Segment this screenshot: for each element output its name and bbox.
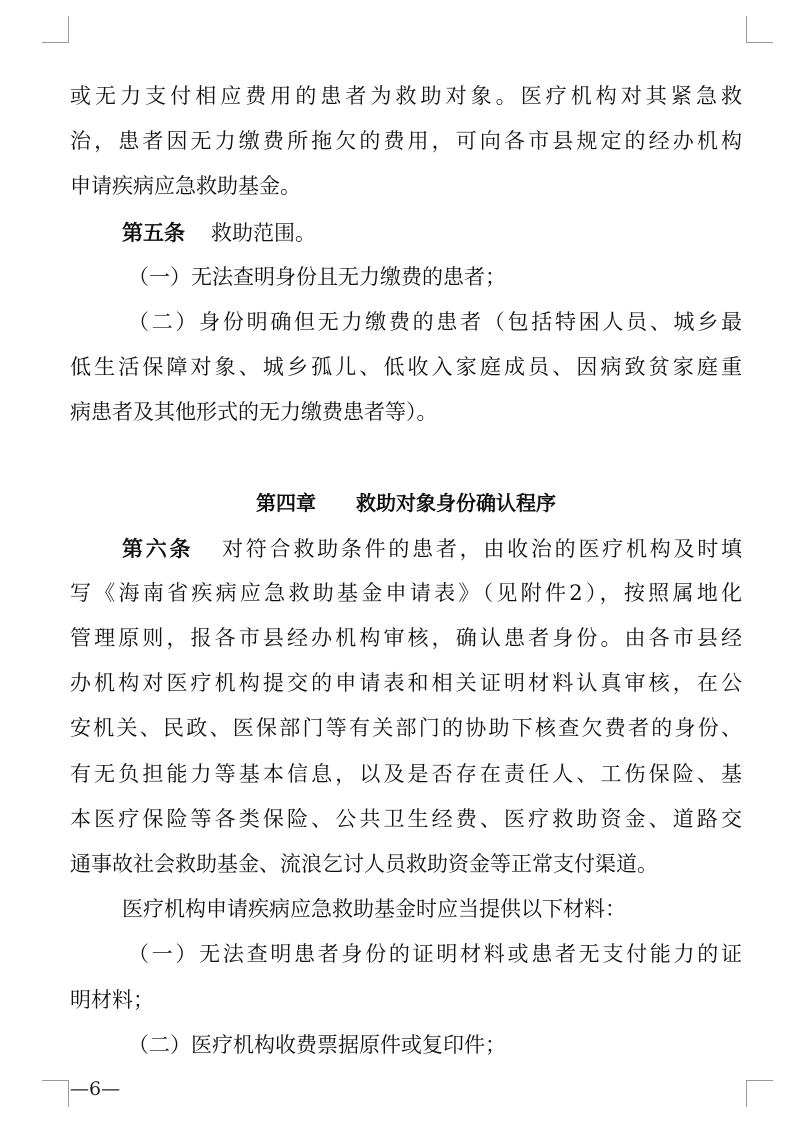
article-5-text: 救助范围。 [211,220,316,245]
article-5-heading: 第五条 [122,219,185,245]
article-5 [70,210,742,255]
paragraph-line: 办机构对医疗机构提交的申请表和相关证明材料认真审核，在公 [70,671,742,696]
paragraph-line: 明材料； [70,987,154,1012]
paragraph-line: 管理原则，报各市县经办机构审核，确认患者身份。由各市县经 [70,626,742,651]
paragraph-line: 低生活保障对象、城乡孤儿、低收入家庭成员、因病致贫家庭重 [70,355,742,380]
chapter-number: 第四章 [256,490,316,515]
article-6-text: 对符合救助条件的患者，由收治的医疗机构及时填 [219,536,742,561]
crop-mark-top-right [746,16,773,43]
chapter-heading [70,481,742,526]
list-item: （一）无法查明身份且无力缴费的患者； [128,264,506,289]
paragraph-line: 或无力支付相应费用的患者为救助对象。医疗机构对其紧急救 [70,84,742,108]
article-6-heading: 第六条 [122,535,194,561]
paragraph-line: 病患者及其他形式的无力缴费患者等）。 [70,400,438,425]
crop-mark-bottom-left [42,1080,69,1107]
list-item: （二）身份明确但无力缴费的患者（包括特困人员、城乡最 [128,309,742,334]
page-number: —6— [70,1078,121,1100]
crop-mark-bottom-right [746,1080,773,1107]
paragraph-line: 医疗机构申请疾病应急救助基金时应当提供以下材料： [122,897,626,922]
paragraph-line: 写《海南省疾病应急救助基金申请表》（见附件2），按照属地化 [70,580,742,605]
paragraph-line: 有无负担能力等基本信息，以及是否存在责任人、工伤保险、基 [70,761,742,786]
paragraph-line: 申请疾病应急救助基金。 [70,174,301,199]
paragraph-line: 本医疗保险等各类保险、公共卫生经费、医疗救助资金、道路交 [70,806,742,831]
crop-mark-top-left [42,16,69,43]
paragraph-line: 安机关、民政、医保部门等有关部门的协助下核查欠费者的身份、 [70,716,742,741]
document-body [70,74,742,1068]
list-item: （一）无法查明患者身份的证明材料或患者无支付能力的证 [128,942,742,967]
chapter-title: 救助对象身份确认程序 [356,490,556,515]
list-item: （二）医疗机构收费票据原件或复印件； [128,1032,506,1057]
paragraph-line: 治，患者因无力缴费所拖欠的费用，可向各市县规定的经办机构 [70,129,742,154]
paragraph-line: 通事故社会救助基金、流浪乞讨人员救助资金等正常支付渠道。 [70,852,658,876]
article-6 [70,526,742,571]
